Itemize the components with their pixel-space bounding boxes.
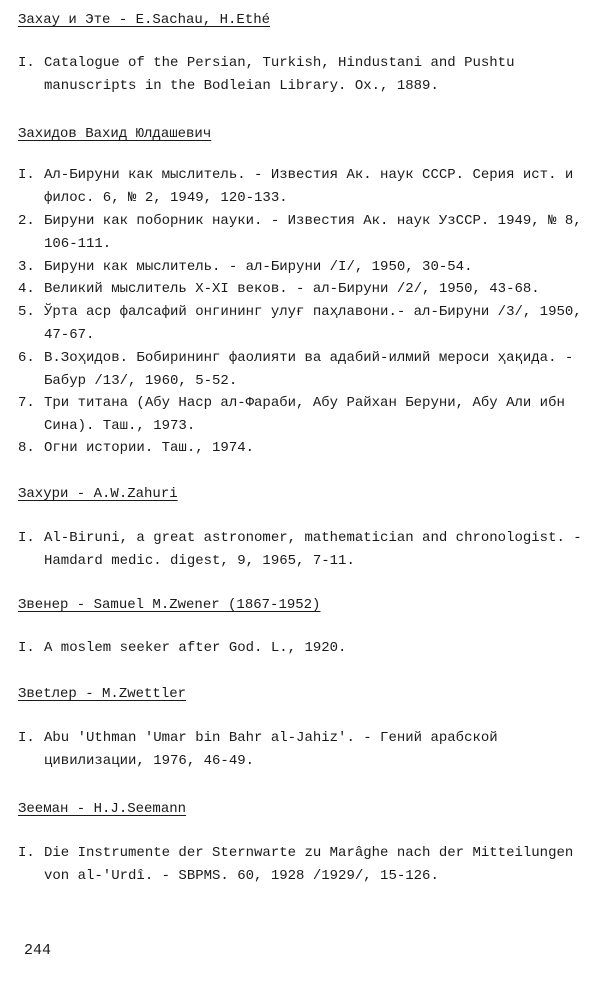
entry-number: 5. <box>18 304 35 320</box>
bibliography-entry <box>18 637 588 660</box>
entry-number: I. <box>18 167 35 183</box>
entry-text: В.Зоҳидов. Бобирининг фаолияти ва адабий-илмий мероси ҳақида. - Бабур /13/, 1960, 5-52. <box>44 350 574 389</box>
entry-text: Al-Biruni, a great astronomer, mathematician and chronologist. - Hamdard medic. digest, 9, 1965, 7-11. <box>44 530 582 569</box>
bibliography-entry <box>18 256 588 279</box>
bibliography-entry <box>18 52 588 97</box>
entry-number: 7. <box>18 395 35 411</box>
bibliography-entry <box>18 278 588 301</box>
author-heading: Захидов Вахид Юлдашевич <box>18 126 212 142</box>
entry-number: I. <box>18 730 35 746</box>
entry-number: 8. <box>18 440 35 456</box>
entry-number: I. <box>18 640 35 656</box>
entry-text: Abu 'Uthman 'Umar bin Bahr al-Jahiz'. - Гений арабской цивилизации, 1976, 46-49. <box>44 730 498 769</box>
entry-number: I. <box>18 845 35 861</box>
entry-text: Бируни как мыслитель. - ал-Бируни /I/, 1950, 30-54. <box>44 259 473 275</box>
entry-number: I. <box>18 530 35 546</box>
page-number: 244 <box>24 942 52 959</box>
entry-number: 4. <box>18 281 35 297</box>
author-heading: Звенер - Samuel M.Zwener (1867-1952) <box>18 597 321 613</box>
bibliography-entry <box>18 392 588 437</box>
entry-text: A moslem seeker after God. L., 1920. <box>44 640 347 656</box>
author-heading: Захури - A.W.Zahuri <box>18 486 178 502</box>
entry-text: Великий мыслитель X-XI веков. - ал-Бируни /2/, 1950, 43-68. <box>44 281 540 297</box>
entry-number: 3. <box>18 259 35 275</box>
entry-number: 6. <box>18 350 35 366</box>
entry-text: Бируни как поборник науки. - Известия Ак. наук УзССР. 1949, № 8, 106-111. <box>44 213 582 252</box>
bibliography-entry <box>18 842 588 887</box>
bibliography-entry <box>18 164 588 209</box>
author-heading: Звetлер - M.Zwettler <box>18 686 187 702</box>
entry-number: I. <box>18 55 35 71</box>
bibliography-entry <box>18 301 588 346</box>
bibliography-entry <box>18 527 588 572</box>
author-heading: Захау и Эте - E.Sachau, H.Ethé <box>18 12 271 28</box>
entry-text: Catalogue of the Persian, Turkish, Hindustani and Pushtu manuscripts in the Bodleian Library. Ox., 1889. <box>44 55 515 94</box>
entry-text: Ўрта аср фалсафий онгининг улуғ паҳлавони.- ал-Бируни /3/, 1950, 47-67. <box>44 304 582 343</box>
author-heading: Зееман - H.J.Seemann <box>18 801 187 817</box>
bibliography-entry <box>18 210 588 255</box>
bibliography-entry <box>18 437 588 460</box>
entry-text: Три титана (Абу Наср ал-Фараби, Абу Райхан Беруни, Абу Али ибн Сина). Таш., 1973. <box>44 395 565 434</box>
entry-text: Die Instrumente der Sternwarte zu Marâghe nach der Mitteilungen von al-'Urdî. - SBPMS. 60, 1928 /1929/, 15-126. <box>44 845 574 884</box>
entry-number: 2. <box>18 213 35 229</box>
entry-text: Огни истории. Таш., 1974. <box>44 440 255 456</box>
bibliography-entry <box>18 727 588 772</box>
entry-text: Ал-Бируни как мыслитель. - Известия Ак. наук СССР. Серия ист. и филос. 6, № 2, 1949, 120-133. <box>44 167 574 206</box>
bibliography-entry <box>18 347 588 392</box>
